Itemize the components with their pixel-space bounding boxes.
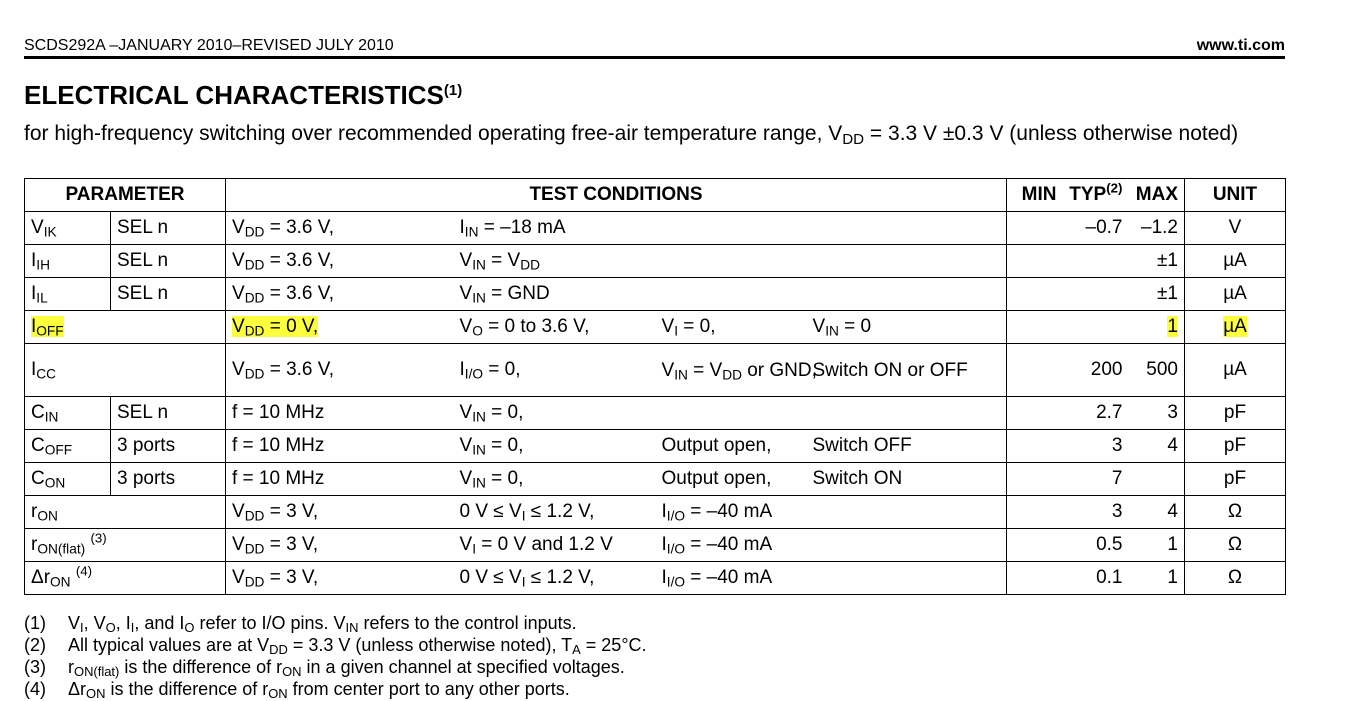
footnote [24,612,647,634]
parameter-cell: $r_{ON(flat)}$ $^{(3)}$ [25,529,226,562]
table-body [25,212,1286,595]
parameter-cell: $r_{ON}$ [25,496,226,529]
parameter-cell: $C_{IN}$ [25,397,111,430]
typ-cell [1063,278,1129,311]
section-title [24,80,462,111]
condition-cell: 0 $V \le V_I \le 1.2$ V, [454,496,656,529]
condition-cell [656,278,807,311]
condition-cell: $I_{I/O} = -40$ mA [656,562,807,595]
condition-cell [807,562,1007,595]
condition-cell: $V_{IN} = 0$, [454,397,656,430]
footnote-text: All typical values are at $V_{DD} = 3.3$ V (unless otherwise noted), $T_A = 25^\circ C$. [68,635,647,658]
max-cell: ±1 [1129,245,1185,278]
website-link[interactable]: www.ti.com [1196,37,1285,54]
condition-cell: $I_{I/O} = -40$ mA [656,529,807,562]
min-cell [1007,529,1063,562]
min-cell [1007,430,1063,463]
header-parameter: PARAMETER [25,179,226,212]
max-cell: 4 [1129,496,1185,529]
condition-cell: $I_{I/O} = -40$ mA [656,496,807,529]
pin-cell: SEL n [111,212,226,245]
typ-cell [1063,311,1129,344]
footnotes [24,612,647,700]
unit-cell: pF [1185,397,1286,430]
unit-cell: µA [1185,311,1286,344]
min-cell [1007,344,1063,397]
footnote-text: $V_I$, $V_O$, $I_I$, and $I_O$ refer to I/O pins. $V_{IN}$ refers to the control inputs. [68,613,577,636]
condition-cell: Switch ON [807,463,1007,496]
footnote [24,634,647,656]
footnote [24,678,647,700]
subtitle-subscript: DD [842,130,865,148]
parameter-cell: $I_{IL}$ [25,278,111,311]
unit-cell: Ω [1185,496,1286,529]
typ-cell: 7 [1063,463,1129,496]
condition-cell: $V_O = 0$ to 3.6 V, [454,311,656,344]
min-cell [1007,278,1063,311]
unit-cell: V [1185,212,1286,245]
table-row [25,278,1286,311]
pin-cell: SEL n [111,278,226,311]
footnote-number: (2) [24,635,46,655]
condition-cell: f = 10 MHz [226,430,454,463]
subtitle-after: = 3.3 V ±0.3 V (unless otherwise noted) [864,122,1239,145]
page-header [24,37,1285,59]
header-max: MAX [1129,179,1185,212]
header-typ-text: TYP [1069,184,1107,205]
condition-cell: Switch ON or OFF [807,344,1007,397]
condition-cell: $V_{DD} = 3$ V, [226,529,454,562]
typ-cell [1063,245,1129,278]
condition-cell: $V_{DD} = 3.6$ V, [226,212,454,245]
condition-cell [807,397,1007,430]
parameter-cell: $V_{IK}$ [25,212,111,245]
document-id: SCDS292A –JANUARY 2010–REVISED JULY 2010 [24,37,394,54]
condition-cell: f = 10 MHz [226,463,454,496]
parameter-cell: $I_{IH}$ [25,245,111,278]
condition-cell: $V_{DD} = 3.6$ V, [226,278,454,311]
min-cell [1007,397,1063,430]
header-typ-footnote: (2) [1106,180,1123,196]
condition-cell: Switch OFF [807,430,1007,463]
table-row [25,463,1286,496]
table-row [25,212,1286,245]
condition-cell: $V_{DD} = 3$ V, [226,562,454,595]
typ-cell: 3 [1063,496,1129,529]
max-cell: 4 [1129,430,1185,463]
condition-cell: $V_{DD} = 3.6$ V, [226,245,454,278]
condition-cell: Output open, [656,463,807,496]
condition-cell: $V_{DD} = 0$ V, [226,311,454,344]
max-cell: ±1 [1129,278,1185,311]
unit-cell: pF [1185,463,1286,496]
condition-cell: $V_{IN} = V_{DD}$ [454,245,656,278]
table-row [25,496,1286,529]
max-cell: 500 [1129,344,1185,397]
header-min: MIN [1007,179,1063,212]
condition-cell [656,397,807,430]
min-cell [1007,311,1063,344]
max-cell: 1 [1129,562,1185,595]
condition-cell: $V_{IN} = 0$, [454,463,656,496]
unit-cell: µA [1185,344,1286,397]
condition-cell: $I_{IN} = -18$ mA [454,212,656,245]
parameter-cell: $I_{CC}$ [25,344,226,397]
max-cell [1129,463,1185,496]
unit-cell: µA [1185,245,1286,278]
typ-cell: 0.1 [1063,562,1129,595]
table-row [25,430,1286,463]
typ-cell: –0.7 [1063,212,1129,245]
condition-cell: $V_{IN}$ = GND [454,278,656,311]
max-cell: 1 [1129,311,1185,344]
condition-cell [656,245,807,278]
unit-cell: Ω [1185,562,1286,595]
condition-cell: 0 $V \le V_I \le 1.2$ V, [454,562,656,595]
parameter-cell: $C_{OFF}$ [25,430,111,463]
pin-cell: SEL n [111,397,226,430]
condition-cell: $V_I = 0$, [656,311,807,344]
parameter-cell: $I_{OFF}$ [25,311,226,344]
condition-cell: $V_I = 0$ V and 1.2 V [454,529,656,562]
condition-cell: f = 10 MHz [226,397,454,430]
header-test-conditions: TEST CONDITIONS [226,179,1007,212]
condition-cell [807,245,1007,278]
table-row [25,397,1286,430]
condition-cell [807,278,1007,311]
table-row [25,529,1286,562]
header-typ [1063,179,1129,212]
condition-cell [807,496,1007,529]
subtitle-before: for high-frequency switching over recommended operating free-air temperature range, V [24,122,843,145]
condition-cell: $V_{IN} = V_{DD}$ or GND, [656,344,807,397]
condition-cell: $I_{I/O} = 0$, [454,344,656,397]
pin-cell: SEL n [111,245,226,278]
table-row [25,344,1286,397]
max-cell: –1.2 [1129,212,1185,245]
table-header-row [25,179,1286,212]
section-title-text: ELECTRICAL CHARACTERISTICS [24,80,444,110]
electrical-characteristics-table [24,178,1286,595]
condition-cell: $V_{IN} = 0$ [807,311,1007,344]
section-subtitle [24,120,1289,147]
pin-cell: 3 ports [111,463,226,496]
max-cell: 1 [1129,529,1185,562]
min-cell [1007,562,1063,595]
table-row [25,311,1286,344]
max-cell: 3 [1129,397,1185,430]
typ-cell: 200 [1063,344,1129,397]
condition-cell: $V_{DD} = 3$ V, [226,496,454,529]
table-row [25,245,1286,278]
footnote-number: (3) [24,657,46,677]
min-cell [1007,463,1063,496]
typ-cell: 0.5 [1063,529,1129,562]
typ-cell: 3 [1063,430,1129,463]
footnote-number: (1) [24,613,46,633]
condition-cell [656,212,807,245]
footnote-text: $r_{ON(flat)}$ is the difference of $r_{ON}$ in a given channel at specified voltages. [68,657,625,680]
footnote [24,656,647,678]
condition-cell: $V_{IN} = 0$, [454,430,656,463]
parameter-cell: $\Delta r_{ON}$ $^{(4)}$ [25,562,226,595]
unit-cell: µA [1185,278,1286,311]
parameter-cell: $C_{ON}$ [25,463,111,496]
footnote-text: $\Delta r_{ON}$ is the difference of $r_{ON}$ from center port to any other ports. [68,679,570,701]
pin-cell: 3 ports [111,430,226,463]
section-title-footnote: (1) [443,82,463,99]
condition-cell: Output open, [656,430,807,463]
condition-cell [807,212,1007,245]
header-unit: UNIT [1185,179,1286,212]
unit-cell: pF [1185,430,1286,463]
min-cell [1007,496,1063,529]
typ-cell: 2.7 [1063,397,1129,430]
unit-cell: Ω [1185,529,1286,562]
min-cell [1007,212,1063,245]
condition-cell [807,529,1007,562]
table-row [25,562,1286,595]
min-cell [1007,245,1063,278]
condition-cell: $V_{DD} = 3.6$ V, [226,344,454,397]
footnote-number: (4) [24,679,46,699]
